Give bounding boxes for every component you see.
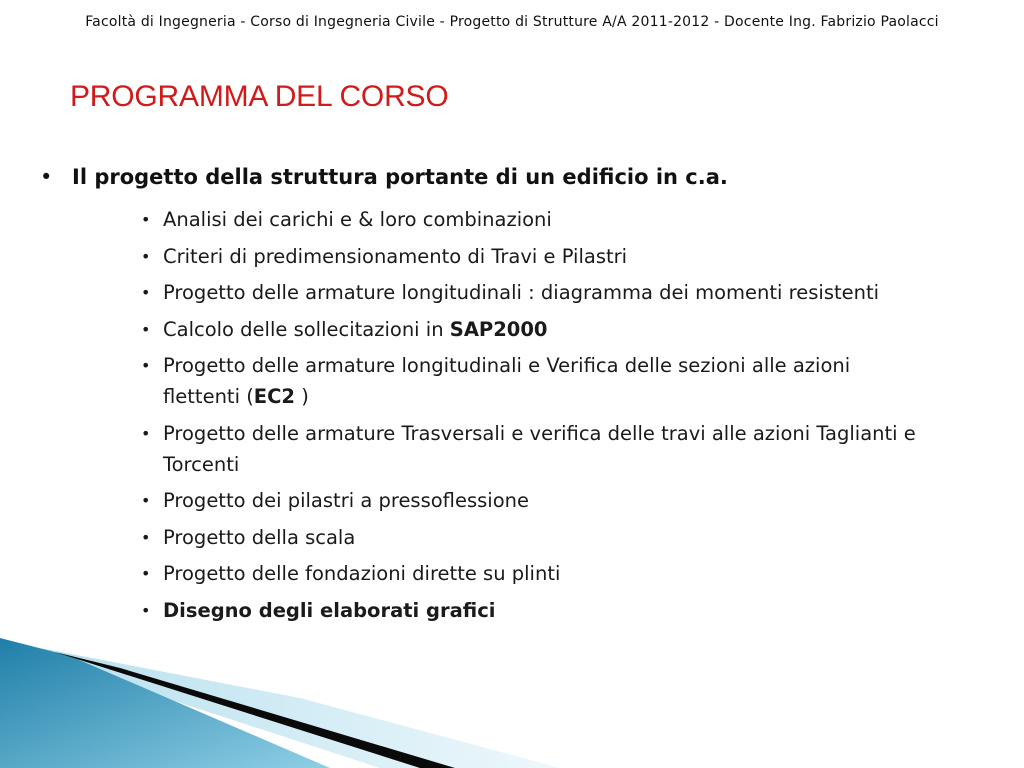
- sub-bullet-text: Progetto delle armature longitudinali : diagramma dei momenti resistenti: [163, 281, 880, 304]
- sub-bullet-item: [141, 277, 931, 308]
- bullet-icon: •: [141, 210, 151, 229]
- header-text: Facoltà di Ingegneria - Corso di Ingegneria Civile - Progetto di Strutture A/A 2011-2012 - Docente Ing. Fabrizio Paolacci: [85, 14, 939, 30]
- text-part: ): [295, 385, 309, 408]
- main-bullet: [40, 165, 970, 189]
- software-name: SAP2000: [449, 317, 548, 341]
- sub-bullet-item: [141, 241, 931, 272]
- sub-bullet-list: [141, 204, 931, 631]
- sub-bullet-text: Progetto della scala: [163, 525, 356, 549]
- bullet-icon: •: [141, 564, 151, 583]
- bullet-icon: •: [141, 246, 151, 266]
- standard-name: EC2: [253, 385, 295, 408]
- bullet-icon: •: [141, 356, 151, 375]
- sub-bullet-text: Progetto dei pilastri a pressoflessione: [163, 489, 529, 512]
- sub-bullet-item: [141, 350, 931, 412]
- bullet-icon: •: [141, 319, 151, 339]
- sub-bullet-text: Analisi dei carichi e & loro combinazioni: [163, 208, 552, 231]
- sub-bullet-text: Progetto delle armature Trasversali e verifica delle travi alle azioni Taglianti e Torcenti: [163, 421, 916, 476]
- sub-bullet-item: [141, 558, 931, 589]
- decorative-swoosh: [0, 638, 560, 768]
- bullet-icon: •: [141, 600, 151, 620]
- sub-bullet-text: Criteri di predimensionamento di Travi e Pilastri: [163, 244, 628, 268]
- slide-title: PROGRAMMA DEL CORSO: [70, 80, 449, 113]
- sub-bullet-text: [163, 354, 850, 408]
- sub-bullet-item: [141, 595, 931, 626]
- main-bullet-text: Il progetto della struttura portante di un edificio in c.a.: [72, 165, 728, 189]
- sub-bullet-item: [141, 522, 931, 553]
- bullet-icon: •: [141, 283, 151, 302]
- text-part: Progetto delle armature longitudinali e Verifica delle sezioni alle azioni flettenti (: [163, 354, 851, 408]
- bullet-icon: •: [141, 491, 151, 510]
- sub-bullet-item: [141, 204, 931, 235]
- sub-bullet-item: [141, 485, 931, 516]
- sub-bullet-text: [163, 318, 547, 341]
- bullet-icon: •: [141, 423, 151, 443]
- sub-bullet-text: Progetto delle fondazioni dirette su plinti: [163, 562, 561, 585]
- sub-bullet-item: [141, 418, 931, 480]
- sub-bullet-text: Disegno degli elaborati grafici: [163, 598, 496, 622]
- bullet-icon: •: [141, 527, 151, 547]
- text-part: Calcolo delle sollecitazioni in: [163, 317, 450, 341]
- main-bullet-icon: •: [40, 165, 53, 189]
- sub-bullet-item: [141, 314, 931, 345]
